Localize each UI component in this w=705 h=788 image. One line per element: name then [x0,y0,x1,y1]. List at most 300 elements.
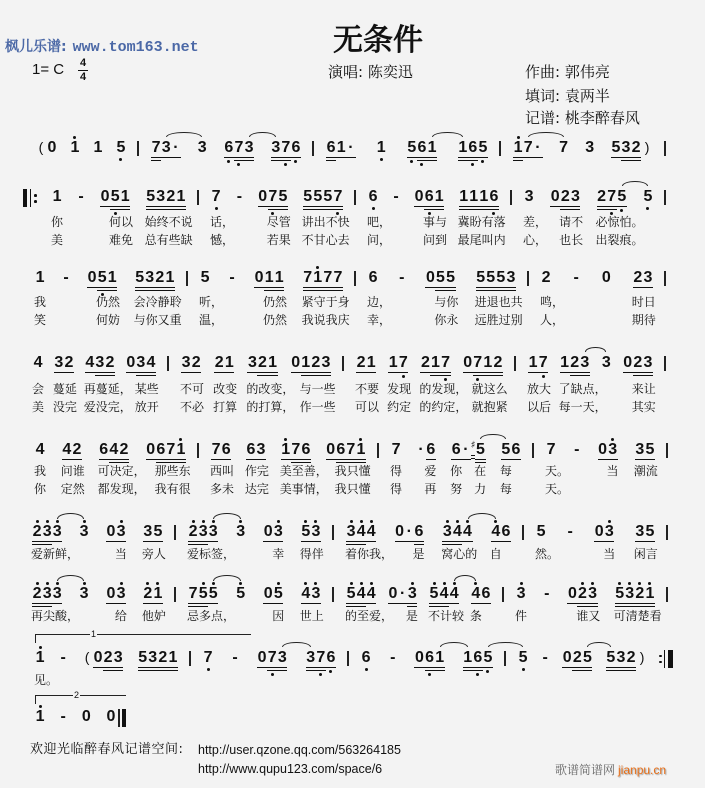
score-row [0,584,705,623]
augmentation-dot: · [418,440,424,458]
lyric-verse-2: 美事情， [279,481,328,496]
lyric-verse-1: 时日 [631,295,656,309]
note-group [254,268,288,327]
note: 6 [99,440,109,458]
note: 6 [326,139,336,156]
note: 2 [64,354,74,371]
note: 5 [518,648,528,666]
lyric-verse-1: 因 [272,609,285,623]
note-group [633,440,658,478]
note-group [81,649,123,666]
score-row [0,648,705,687]
note-group [390,440,403,496]
note: 6 [414,522,424,540]
note: 2 [105,354,115,371]
note-group [35,139,57,156]
lyric-verse-2: 天。 [545,481,570,496]
note: 3 [608,440,618,458]
augmentation-dot: · [348,139,354,156]
note: 4 [366,522,376,540]
note: 6 [301,440,311,458]
lyrics [272,546,284,564]
note: 3 [407,584,417,602]
lyrics [345,546,393,564]
sustain-dash: - [393,188,399,205]
note-group [180,354,205,414]
note-group [199,268,224,327]
lyrics [424,463,436,498]
lyrics [614,608,662,626]
lyrics [535,546,559,564]
note: 4 [62,440,72,458]
slur-arc [213,513,241,519]
sustain-dash: - [390,648,396,666]
note-group [601,269,611,286]
note: 3 [244,139,254,156]
lyric-verse-1: 那些东 [154,464,191,478]
note-group [263,584,285,623]
note-group [559,139,569,156]
note-group [258,188,291,247]
rest: 0 [425,268,435,286]
note-group [236,523,246,540]
rest: 0 [100,188,110,205]
measure [39,188,198,247]
composer-credit: 作曲: 郭伟亮 [525,63,610,81]
lyric-verse-1: 旁人 [141,547,166,561]
second-ending-bracket [35,690,126,704]
lyrics [634,546,658,564]
lyrics [31,608,79,626]
rest: 0 [567,584,577,602]
lyric-verse-2: 何妨 [96,312,121,327]
lyric-verse-1: 仍然 [263,295,288,309]
lyric-verse-2: 问到 [423,232,448,247]
note: 1 [168,648,178,666]
note: 7 [211,440,221,458]
slur-arc [585,347,606,352]
note: 5 [407,139,417,156]
note: 6 [361,648,371,666]
note-group [416,440,437,496]
note: 2 [572,648,582,666]
measure [22,440,198,496]
note: 3 [643,268,653,286]
note: 3 [79,522,89,540]
lyric-verse-1: 会 [32,382,45,396]
lyric-verse-1: 窝心的 [441,547,478,561]
lyric-verse-2: 努 力 [450,481,487,496]
lyrics [300,608,324,626]
rest: 0 [81,707,91,725]
score-row [0,139,705,156]
lyrics [115,608,127,626]
note-group [34,648,59,687]
note: 4 [109,440,119,458]
note-group [35,708,45,725]
lyrics [576,608,600,626]
note: 7 [607,188,617,205]
note-group [585,139,595,156]
note-group [299,522,324,561]
note: 5 [476,440,485,458]
lyric-verse-2: 幸， [367,312,392,327]
note: 2 [166,188,176,205]
note: 1 [431,354,440,371]
measure [313,139,500,156]
note-group [126,354,159,414]
note: 6 [368,268,378,286]
lyric-verse-2: 我只懂 [334,481,371,496]
first-ending-bracket [35,629,251,643]
measure [175,522,333,561]
note-group [598,440,619,478]
lyrics [187,546,235,564]
note: 1 [281,440,291,458]
note-group [257,649,287,666]
sustain-dash [398,269,405,286]
note-group [558,354,607,414]
note: 2 [214,354,224,371]
lyrics [51,214,63,249]
slur-arc [440,642,468,647]
lyric-verse-1: 爱新鲜， [31,547,80,561]
note-group [567,584,601,623]
lyric-verse-1: 不计较 [427,609,464,623]
lyric-verse-2: 不甘心去 [301,232,350,247]
note-group [279,440,328,496]
lyricist-credit: 填词: 袁两半 [525,87,610,105]
note: 4 [471,584,481,602]
rest: 0 [106,707,116,725]
note: 7 [323,268,333,286]
sustain-dash [228,269,235,286]
note: 1 [434,188,444,205]
measure [523,522,667,561]
lyric-verse-1: 始终不说 [144,215,193,229]
note: 6 [224,139,234,156]
note: 6 [481,584,491,602]
rest: 0 [415,648,424,666]
sustain-dash [231,649,238,666]
lyrics [34,294,46,329]
note: 7 [391,440,401,458]
note: 3 [601,354,611,371]
lyrics [98,463,146,498]
note: 7 [303,268,313,286]
sustain-dash: - [399,268,405,286]
rest: 0 [623,354,633,371]
note: 6 [511,440,521,458]
lyric-verse-1: 与你 [434,295,459,309]
measure [515,354,665,414]
note: 2 [631,139,641,156]
sustain-dash: - [232,648,238,666]
lyric-verse-1: 必惊怕。 [595,215,644,229]
measure [22,648,190,687]
lyrics [142,608,166,626]
note: 2 [311,354,321,371]
watermark-url: www.tom163.net [72,39,199,56]
note: 3 [604,522,614,540]
slur-arc [488,642,523,647]
note-group [489,522,511,561]
note: 2 [626,648,636,666]
note: 7 [267,648,277,666]
note: 5 [446,268,456,286]
note: 5 [200,268,210,286]
note: 1 [268,354,278,371]
lyric-verse-2: 作一些 [299,399,336,414]
note: 4 [439,584,449,602]
lyric-verse-1: 与一些 [299,382,336,396]
lyric-verse-2: 达完 [244,481,269,496]
note-group [388,584,418,623]
lyrics [450,463,486,498]
lyric-verse-2: 期待 [631,312,656,327]
barline [666,443,667,458]
jianpu-watermark-domain: jianpu.cn [618,763,667,777]
lyric-verse-2: 仍然 [263,312,288,327]
lyric-verse-2: 放开 [134,399,159,414]
note: 3 [271,139,281,156]
lyric-verse-2: 远胜过别 [474,312,523,327]
note: 6 [417,139,427,156]
note: 3 [256,440,266,458]
lyric-verse-2: 爱没完， [83,399,132,414]
lyric-verse-2: 定然 [60,481,85,496]
lyric-verse-2: 憾， [210,232,235,247]
note: 1 [35,707,45,725]
lyrics [302,294,350,329]
note-group [523,188,548,247]
lyrics [145,214,193,249]
rest: 0 [463,354,473,371]
note-group [345,584,394,623]
note: 6 [426,440,436,458]
note-group [306,649,336,666]
lyric-verse-2: 每一天， [558,399,607,414]
rest: 0 [388,584,398,602]
note: 1 [274,268,284,286]
rest: 0 [594,522,604,540]
note: 5 [436,268,445,286]
sustain-dash: - [544,584,550,602]
note-group [326,440,371,496]
note-group [224,139,254,156]
note: 3 [236,522,246,540]
note-group [31,522,80,561]
note-group [463,649,493,666]
note-group [326,139,356,156]
lyric-verse-2: 的约定， [419,399,468,414]
note-group [246,354,295,414]
note: 7 [316,648,326,666]
lyric-verse-2: 都发现， [97,481,146,496]
sustain-dash [566,523,573,540]
note: 2 [258,354,267,371]
note: 1 [70,139,80,156]
note-group [187,522,236,561]
score-row [0,188,705,247]
measure [505,649,660,666]
lyric-verse-1: 发现 [387,382,412,396]
lyric-verse-1: 条 [469,609,482,623]
lyrics [272,608,284,626]
lyrics [367,214,391,249]
lyric-verse-1: 爱 [424,464,437,478]
note: 2 [541,268,551,286]
slur-arc [432,132,463,137]
lyric-verse-1: 我只懂 [334,464,371,478]
note: 2 [493,354,503,371]
slur-arc [166,132,202,137]
lyric-verse-2: 的打算， [246,399,295,414]
note: 4 [366,584,376,602]
note-group [31,584,80,623]
lyrics [515,608,527,626]
lyric-verse-1: 再蔓延， [83,382,132,396]
lyric-verse-1: 差， [523,215,548,229]
note-group [518,649,528,666]
note: 5 [582,648,592,666]
lyric-verse-2: 我说我庆 [301,312,350,327]
second-ending-label: 2 [74,690,80,700]
note: 2 [420,354,430,371]
lyrics [135,381,159,416]
note: 7 [398,354,408,371]
rest: 0 [291,354,301,371]
note: 1 [52,188,62,205]
rest: 0 [550,188,560,205]
augmentation-dot: · [406,522,412,540]
slur-arc [57,575,84,581]
rest: 0 [601,268,611,286]
lyric-verse-1: 来让 [631,382,656,396]
note: 4 [33,354,43,371]
note-group [83,354,132,414]
note: 7 [441,354,451,371]
note-group [144,188,193,247]
note: 1 [459,188,469,205]
note: 5 [643,188,653,205]
note: 3 [52,584,62,602]
lyric-verse-1: 就这么 [471,382,508,396]
lyric-verse-2: 笑 [34,312,47,327]
lyrics [634,463,658,481]
note-group [457,188,506,247]
measure [198,440,378,496]
measure [190,649,348,666]
note: 5 [301,522,311,540]
lyric-verse-2: 可以 [355,399,380,414]
repeat-end-barline [668,650,673,668]
note-group [623,354,656,414]
note: 1 [176,440,186,458]
lyrics [134,294,182,329]
note: 3 [148,648,158,666]
lyrics [596,214,644,249]
lyric-verse-2: 美 [51,232,64,247]
note: 1 [224,354,234,371]
time-signature-numerator: 4 [79,57,87,69]
measure [187,268,355,327]
slur-arc [57,513,84,519]
note: 3 [625,584,635,602]
lyrics [355,381,379,416]
note: 2 [597,188,607,205]
lyrics [632,381,656,416]
note: 7 [346,440,356,458]
note: 7 [546,440,556,458]
note: 2 [356,354,366,371]
lyric-verse-2: 若果 [266,232,291,247]
note: 7 [234,139,244,156]
note: 4 [301,584,311,602]
lyric-verse-1: 不可 [180,382,205,396]
rest: 0 [263,522,273,540]
lyric-verse-2: 心， [523,232,548,247]
footer-qupu-url: http://www.qupu123.com/space/6 [198,762,383,776]
slur-arc [480,434,505,439]
lyrics [345,608,393,626]
sustain-dash: - [542,648,548,666]
rest: 0 [47,139,57,156]
lyric-verse-1: 冀盼有落 [457,215,506,229]
note: 5 [135,268,145,286]
note-group [414,188,448,247]
note-group [244,440,269,496]
lyric-verse-2: 我有很 [154,481,191,496]
score-row [0,708,705,725]
note-group [606,649,648,666]
note-group [441,522,478,561]
note-group [151,139,181,156]
lyric-verse-1: 你 在 [450,464,487,478]
sustain-dash [59,649,66,666]
note: 7 [268,188,278,205]
lyric-verse-1: 潮流 [633,464,658,478]
transcriber-credit: 记谱: 桃李醉春风 [525,109,640,127]
barline [664,190,665,205]
note: 3 [570,188,580,205]
note: 6 [326,648,336,666]
lyrics [115,546,127,564]
jianpu-watermark-label: 歌谱简谱网 [555,763,616,777]
note: 7 [538,354,548,371]
note: 7 [188,584,198,602]
lyrics [187,608,235,626]
lyric-verse-1: 请不 [559,215,584,229]
note-group [34,268,47,327]
note: 3 [145,268,155,286]
note-group [106,584,127,623]
note-group [141,584,166,623]
lyric-verse-2: 再 [424,481,437,496]
note: 1 [645,584,655,602]
lyric-verse-1: 当 [114,547,127,561]
note-group [463,354,508,414]
measure [175,584,333,623]
note-group [100,188,134,247]
lyric-verse-1: 自 [489,547,502,561]
note: 3 [54,354,64,371]
note: 7 [211,188,221,205]
lyric-verse-1: 美至善， [279,464,328,478]
rest: 0 [106,584,116,602]
lyrics [109,214,133,249]
note: 3 [311,522,321,540]
